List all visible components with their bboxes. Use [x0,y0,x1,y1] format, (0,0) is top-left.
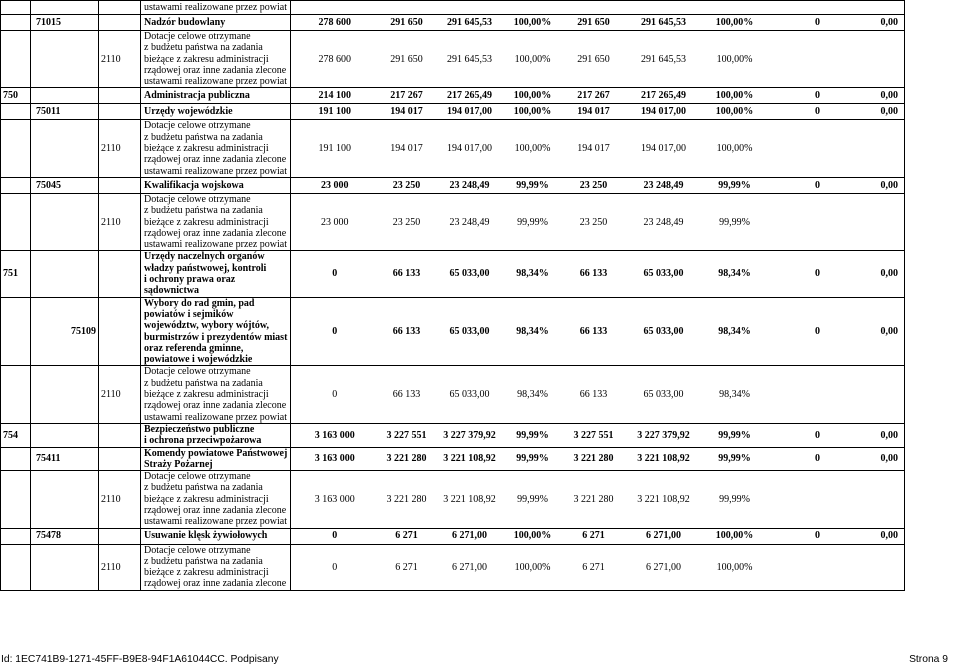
value-cell: 100,00% [505,31,561,88]
extra-value-cell [867,120,905,177]
description-line: powiatowe i wojewódzkie [144,354,253,366]
document-id: Id: 1EC741B9-1271-45FF-B9E8-94F1A61044CC. Podpisany [1,654,279,665]
value-cell: 99,99% [505,423,561,447]
description-line: Usuwanie klęsk żywiołowych [144,530,268,542]
rozdzial-cell [31,251,99,297]
paragraf-cell [99,447,141,471]
description-cell [141,88,291,104]
value-cell: 66 133 [561,297,627,366]
description-line: bieżące z zakresu administracji [144,567,269,579]
value-cell: 194 017,00 [627,120,701,177]
description-line: Nadzór budowlany [144,16,226,28]
description-cell [141,447,291,471]
value-cell: 6 271,00 [627,544,701,590]
value-cell: 6 271 [379,528,435,544]
description-line: z budżetu państwa na zadania [144,377,263,389]
extra-value-cell [867,471,905,528]
description-line: rządowej oraz inne zadania zlecone [144,64,287,76]
value-cell: 23 250 [379,193,435,250]
rozdzial-cell [31,423,99,447]
extra-value-cell: 0 [769,88,867,104]
description-cell [141,177,291,193]
value-cell: 99,99% [505,447,561,471]
description-line: z budżetu państwa na zadania [144,42,263,54]
dzial-cell [1,31,31,88]
table-row [1,297,905,366]
value-cell: 0 [291,251,379,297]
extra-value-cell: 0,00 [867,88,905,104]
table-body [1,1,905,591]
description-line: Bezpieczeństwo publiczne [144,423,255,435]
value-cell: 3 227 551 [561,423,627,447]
description-cell [141,31,291,88]
value-cell: 23 250 [379,177,435,193]
value-cell: 98,34% [701,251,769,297]
dzial-cell [1,471,31,528]
description-cell [141,528,291,544]
description-line: rządowej oraz inne zadania zlecone [144,227,287,239]
description-line: ustawami realizowane przez powiat [144,411,287,423]
description-line: ustawami realizowane przez powiat [144,516,287,528]
description-line: Kwalifikacja wojskowa [144,179,244,191]
value-cell: 291 645,53 [435,31,505,88]
rozdzial-cell: 75411 [31,447,99,471]
description-line: oraz referenda gminne, [144,342,244,354]
dzial-cell [1,193,31,250]
dzial-cell [1,297,31,366]
value-cell: 65 033,00 [435,251,505,297]
extra-value-cell: 0,00 [867,177,905,193]
extra-value-cell: 0 [769,251,867,297]
description-line: z budżetu państwa na zadania [144,131,263,143]
extra-value-cell [769,366,867,423]
dzial-cell [1,120,31,177]
value-cell: 0 [291,544,379,590]
paragraf-cell [99,177,141,193]
paragraf-cell [99,1,141,15]
value-cell: 0 [291,366,379,423]
value-cell: 291 645,53 [435,15,505,31]
value-cell: 0 [291,297,379,366]
value-cell: 100,00% [701,544,769,590]
value-cell: 98,34% [505,366,561,423]
value-cell [627,1,701,15]
value-cell: 100,00% [701,88,769,104]
rozdzial-cell [31,1,99,15]
value-cell: 99,99% [701,193,769,250]
extra-value-cell: 0 [769,177,867,193]
value-cell: 3 227 379,92 [627,423,701,447]
value-cell: 23 248,49 [627,177,701,193]
value-cell: 66 133 [379,251,435,297]
extra-value-cell [769,31,867,88]
value-cell: 23 248,49 [435,177,505,193]
value-cell: 191 100 [291,120,379,177]
table-row [1,366,905,423]
extra-value-cell: 0 [769,15,867,31]
value-cell: 194 017 [561,104,627,120]
description-line: Dotacje celowe otrzymane [144,120,251,132]
extra-value-cell [867,544,905,590]
description-cell [141,423,291,447]
value-cell: 291 650 [561,15,627,31]
dzial-cell: 750 [1,88,31,104]
value-cell: 3 221 108,92 [627,471,701,528]
extra-value-cell [867,193,905,250]
value-cell: 100,00% [505,88,561,104]
description-line: sądownictwa [144,285,200,297]
extra-value-cell [769,120,867,177]
extra-value-cell [769,1,867,15]
table-row [1,471,905,528]
table-row [1,88,905,104]
value-cell: 3 221 108,92 [627,447,701,471]
paragraf-cell: 2110 [99,366,141,423]
value-cell: 100,00% [701,120,769,177]
paragraf-cell: 2110 [99,31,141,88]
paragraf-cell [99,423,141,447]
dzial-cell [1,177,31,193]
paragraf-cell [99,88,141,104]
extra-value-cell: 0,00 [867,528,905,544]
value-cell: 99,99% [505,193,561,250]
value-cell: 194 017 [379,120,435,177]
dzial-cell [1,544,31,590]
value-cell: 194 017,00 [435,104,505,120]
description-line: Urzędy wojewódzkie [144,106,233,118]
value-cell: 66 133 [379,366,435,423]
value-cell: 291 650 [561,31,627,88]
value-cell: 3 221 280 [561,471,627,528]
value-cell: 291 650 [379,15,435,31]
paragraf-cell [99,15,141,31]
description-cell [141,120,291,177]
value-cell: 3 221 280 [379,471,435,528]
value-cell: 291 650 [379,31,435,88]
description-line: ustawami realizowane przez powiat [144,76,287,88]
description-line: Dotacje celowe otrzymane [144,366,251,378]
page-number: Strona 9 [909,654,948,665]
value-cell: 23 000 [291,193,379,250]
table-row [1,423,905,447]
value-cell: 99,99% [701,423,769,447]
description-line: z budżetu państwa na zadania [144,205,263,217]
table-row [1,1,905,15]
description-line: i ochrony prawa oraz [144,274,236,286]
table-row [1,177,905,193]
value-cell: 65 033,00 [627,297,701,366]
value-cell: 291 645,53 [627,31,701,88]
paragraf-cell: 2110 [99,193,141,250]
value-cell: 0 [291,528,379,544]
extra-value-cell: 0,00 [867,297,905,366]
value-cell: 217 267 [561,88,627,104]
value-cell: 3 227 551 [379,423,435,447]
rozdzial-cell [31,366,99,423]
value-cell: 100,00% [701,104,769,120]
description-cell [141,471,291,528]
extra-value-cell [769,471,867,528]
value-cell [701,1,769,15]
paragraf-cell [99,528,141,544]
dzial-cell [1,528,31,544]
extra-value-cell: 0 [769,423,867,447]
rozdzial-cell [31,88,99,104]
description-line: bieżące z zakresu administracji [144,389,269,401]
value-cell: 3 221 280 [561,447,627,471]
value-cell: 191 100 [291,104,379,120]
description-line: Administracja publiczna [144,90,250,102]
value-cell: 99,99% [701,471,769,528]
description-line: rządowej oraz inne zadania zlecone [144,578,287,590]
description-line: ustawami realizowane przez powiat [144,165,287,177]
rozdzial-cell [31,31,99,88]
value-cell: 3 163 000 [291,471,379,528]
extra-value-cell: 0,00 [867,423,905,447]
description-line: powiatów i sejmików [144,308,234,320]
value-cell: 100,00% [505,528,561,544]
description-line: rządowej oraz inne zadania zlecone [144,154,287,166]
extra-value-cell: 0,00 [867,104,905,120]
description-cell [141,15,291,31]
rozdzial-cell: 75109 [31,297,99,366]
value-cell: 217 265,49 [627,88,701,104]
value-cell: 3 221 108,92 [435,447,505,471]
description-line: Komendy powiatowe Państwowej [144,447,288,459]
value-cell: 3 221 280 [379,447,435,471]
description-cell [141,297,291,366]
extra-value-cell [867,1,905,15]
extra-value-cell: 0,00 [867,251,905,297]
description-cell [141,1,291,15]
value-cell: 6 271 [379,544,435,590]
value-cell: 23 250 [561,177,627,193]
description-cell [141,366,291,423]
description-line: burmistrzów i prezydentów miast [144,331,288,343]
description-line: bieżące z zakresu administracji [144,53,269,65]
value-cell: 100,00% [505,544,561,590]
dzial-cell [1,104,31,120]
value-cell: 98,34% [701,297,769,366]
value-cell: 214 100 [291,88,379,104]
rozdzial-cell [31,471,99,528]
description-cell [141,104,291,120]
extra-value-cell: 0 [769,528,867,544]
extra-value-cell [867,366,905,423]
description-line: bieżące z zakresu administracji [144,493,269,505]
value-cell: 6 271 [561,528,627,544]
paragraf-cell: 2110 [99,544,141,590]
value-cell: 65 033,00 [627,251,701,297]
value-cell: 98,34% [701,366,769,423]
table-row [1,104,905,120]
table-row [1,447,905,471]
paragraf-cell [99,251,141,297]
description-line: Dotacje celowe otrzymane [144,544,251,556]
description-line: ustawami realizowane przez powiat [144,239,287,251]
description-cell [141,251,291,297]
value-cell: 100,00% [701,31,769,88]
rozdzial-cell [31,120,99,177]
description-line: województw, wybory wójtów, [144,320,269,332]
table-row [1,251,905,297]
value-cell: 65 033,00 [435,366,505,423]
value-cell: 23 000 [291,177,379,193]
page-footer [0,653,948,667]
value-cell: 100,00% [505,104,561,120]
description-line: z budżetu państwa na zadania [144,555,263,567]
description-line: bieżące z zakresu administracji [144,143,269,155]
value-cell: 194 017 [379,104,435,120]
value-cell: 278 600 [291,31,379,88]
value-cell: 100,00% [505,120,561,177]
value-cell: 3 163 000 [291,423,379,447]
description-cell [141,193,291,250]
extra-value-cell: 0 [769,104,867,120]
value-cell: 100,00% [505,15,561,31]
table-row [1,528,905,544]
description-line: z budżetu państwa na zadania [144,482,263,494]
value-cell: 3 221 108,92 [435,471,505,528]
paragraf-cell [99,104,141,120]
table-row [1,544,905,590]
paragraf-cell: 2110 [99,471,141,528]
table-row [1,15,905,31]
value-cell [435,1,505,15]
value-cell: 66 133 [561,251,627,297]
value-cell: 23 250 [561,193,627,250]
table-row [1,193,905,250]
value-cell: 217 265,49 [435,88,505,104]
value-cell: 6 271,00 [435,528,505,544]
value-cell: 98,34% [505,297,561,366]
description-line: ustawami realizowane przez powiat [144,1,287,13]
value-cell: 100,00% [701,15,769,31]
value-cell: 65 033,00 [627,366,701,423]
description-line: Urzędy naczelnych organów [144,251,265,263]
value-cell: 99,99% [505,177,561,193]
value-cell: 194 017,00 [435,120,505,177]
value-cell: 6 271,00 [435,544,505,590]
value-cell: 98,34% [505,251,561,297]
rozdzial-cell: 71015 [31,15,99,31]
rozdzial-cell: 75478 [31,528,99,544]
dzial-cell [1,366,31,423]
value-cell: 66 133 [379,297,435,366]
value-cell [379,1,435,15]
dzial-cell: 754 [1,423,31,447]
description-line: Straży Pożarnej [144,458,213,470]
extra-value-cell [769,193,867,250]
value-cell: 217 267 [379,88,435,104]
dzial-cell [1,15,31,31]
extra-value-cell [867,31,905,88]
description-line: Wybory do rad gmin, pad [144,297,255,309]
description-line: Dotacje celowe otrzymane [144,471,251,483]
value-cell: 99,99% [505,471,561,528]
dzial-cell: 751 [1,251,31,297]
extra-value-cell: 0,00 [867,447,905,471]
value-cell: 23 248,49 [627,193,701,250]
extra-value-cell: 0 [769,447,867,471]
value-cell: 65 033,00 [435,297,505,366]
value-cell [505,1,561,15]
extra-value-cell: 0,00 [867,15,905,31]
value-cell: 291 645,53 [627,15,701,31]
dzial-cell [1,447,31,471]
extra-value-cell [769,544,867,590]
value-cell: 66 133 [561,366,627,423]
value-cell: 6 271 [561,544,627,590]
value-cell: 99,99% [701,177,769,193]
rozdzial-cell [31,193,99,250]
value-cell: 278 600 [291,15,379,31]
extra-value-cell: 0 [769,297,867,366]
table-row [1,120,905,177]
value-cell: 3 163 000 [291,447,379,471]
paragraf-cell: 2110 [99,120,141,177]
value-cell: 6 271,00 [627,528,701,544]
value-cell: 100,00% [701,528,769,544]
value-cell [291,1,379,15]
description-line: rządowej oraz inne zadania zlecone [144,400,287,412]
description-line: władzy państwowej, kontroli [144,262,267,274]
value-cell: 3 227 379,92 [435,423,505,447]
rozdzial-cell: 75011 [31,104,99,120]
value-cell [561,1,627,15]
value-cell: 194 017,00 [627,104,701,120]
value-cell: 99,99% [701,447,769,471]
rozdzial-cell [31,544,99,590]
paragraf-cell [99,297,141,366]
description-line: Dotacje celowe otrzymane [144,193,251,205]
rozdzial-cell: 75045 [31,177,99,193]
table-row [1,31,905,88]
dzial-cell [1,1,31,15]
value-cell: 194 017 [561,120,627,177]
description-line: Dotacje celowe otrzymane [144,31,251,42]
description-cell [141,544,291,590]
description-line: rządowej oraz inne zadania zlecone [144,504,287,516]
value-cell: 23 248,49 [435,193,505,250]
description-line: bieżące z zakresu administracji [144,216,269,228]
description-line: i ochrona przeciwpożarowa [144,435,262,447]
